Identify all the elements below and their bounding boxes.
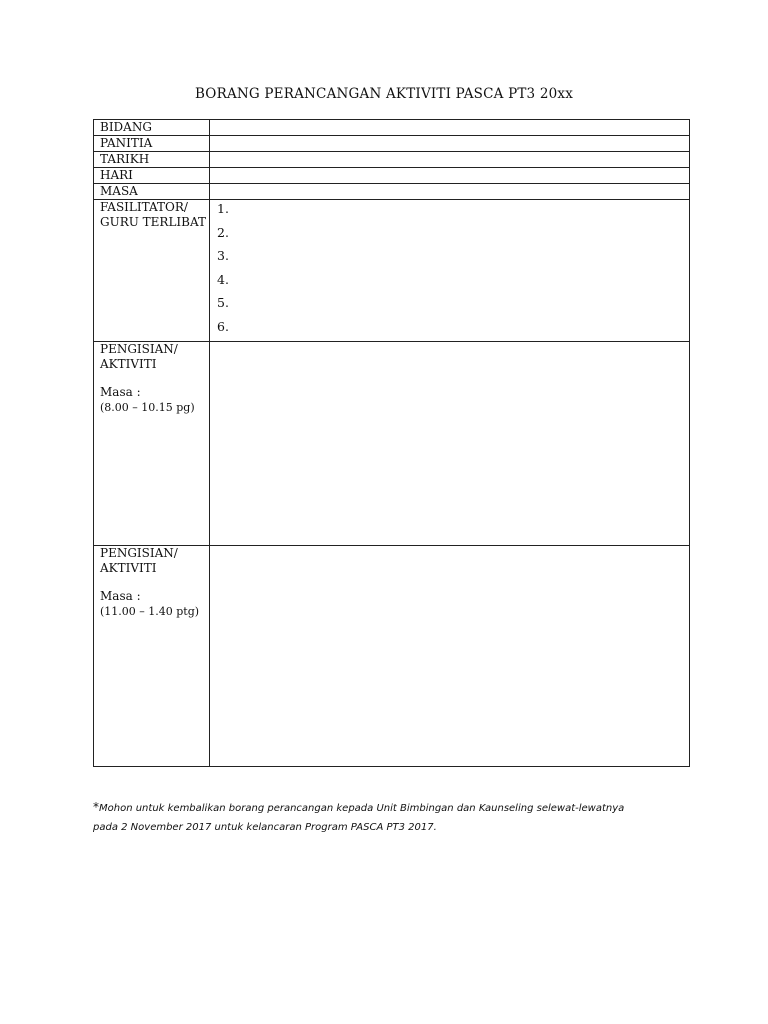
fasilitator-item[interactable]: 2. — [217, 224, 229, 240]
form-row-fasilitator — [94, 200, 690, 342]
activity-2-label-line1: PENGISIAN/ — [100, 546, 178, 560]
field-value-hari[interactable] — [210, 168, 690, 184]
field-value-bidang[interactable] — [210, 120, 690, 136]
footnote — [93, 798, 693, 837]
form-row-activity-2 — [94, 546, 690, 767]
field-label-tarikh: TARIKH — [94, 152, 210, 168]
field-label-panitia: PANITIA — [94, 136, 210, 152]
form-row-bidang — [94, 120, 690, 136]
fasilitator-label-line2: GURU TERLIBAT — [100, 215, 207, 229]
field-value-activity-2[interactable] — [210, 546, 690, 767]
field-value-fasilitator — [210, 200, 690, 342]
form-row-activity-1 — [94, 342, 690, 546]
field-label-hari: HARI — [94, 168, 210, 184]
form-row-tarikh — [94, 152, 690, 168]
field-label-activity-1 — [94, 342, 210, 546]
fasilitator-item[interactable]: 3. — [217, 248, 229, 263]
field-value-activity-1[interactable] — [210, 342, 690, 546]
field-value-masa[interactable] — [210, 184, 690, 200]
field-label-bidang: BIDANG — [94, 120, 210, 136]
footnote-line1 — [93, 798, 693, 818]
footnote-star: * — [93, 800, 99, 814]
activity-1-masa-label: Masa : — [100, 385, 141, 399]
activity-1-masa-range: (8.00 – 10.15 pg) — [100, 401, 195, 414]
activity-2-masa-range: (11.00 – 1.40 ptg) — [100, 605, 200, 618]
field-value-panitia[interactable] — [210, 136, 690, 152]
fasilitator-item[interactable]: 4. — [217, 271, 229, 287]
field-label-activity-2 — [94, 546, 210, 767]
fasilitator-item[interactable]: 1. — [217, 201, 229, 216]
activity-1-label-line1: PENGISIAN/ — [100, 342, 178, 356]
activity-1-label-line2: AKTIVITI — [100, 357, 157, 371]
form-row-hari — [94, 168, 690, 184]
footnote-text-line1: Mohon untuk kembalikan borang perancangan kepada Unit Bimbingan dan Kaunseling selewat-lewatnya — [99, 803, 625, 814]
field-label-fasilitator — [94, 200, 210, 342]
fasilitator-list — [216, 200, 689, 341]
planning-form-table — [93, 119, 690, 767]
fasilitator-item[interactable]: 5. — [217, 295, 229, 310]
activity-2-label-line2: AKTIVITI — [100, 561, 157, 575]
page-title: BORANG PERANCANGAN AKTIVITI PASCA PT3 20xx — [194, 86, 574, 102]
fasilitator-label-line1: FASILITATOR/ — [100, 200, 188, 214]
form-row-panitia — [94, 136, 690, 152]
form-row-masa — [94, 184, 690, 200]
field-label-masa: MASA — [94, 184, 210, 200]
fasilitator-item[interactable]: 6. — [217, 318, 229, 334]
activity-2-masa-label: Masa : — [100, 589, 141, 603]
footnote-text-line2: pada 2 November 2017 untuk kelancaran Program PASCA PT3 2017. — [93, 822, 437, 833]
field-value-tarikh[interactable] — [210, 152, 690, 168]
